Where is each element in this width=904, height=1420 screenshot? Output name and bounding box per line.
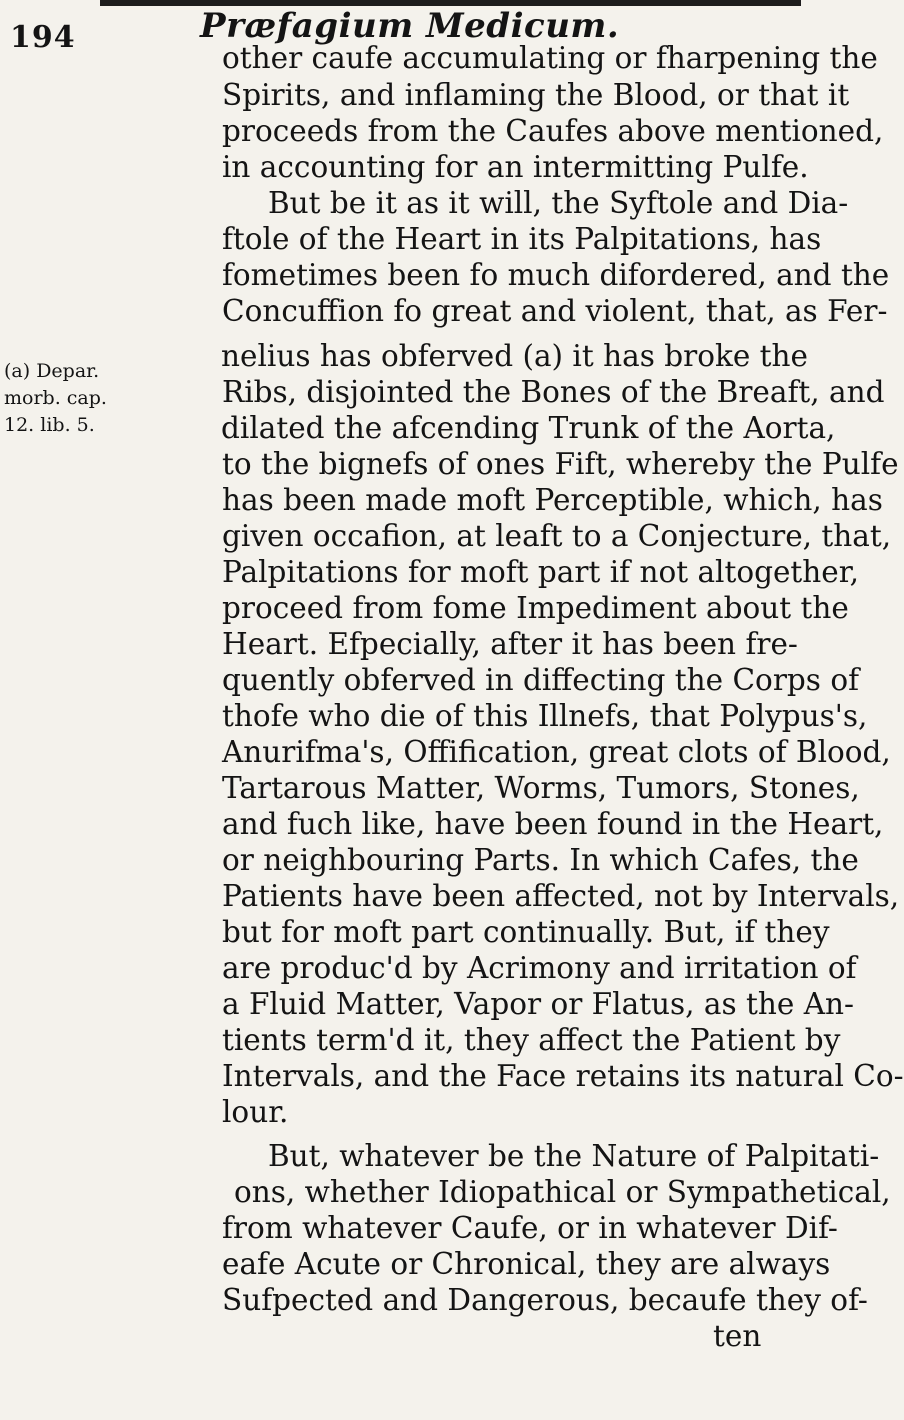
- text-line: nelius has obferved (a) it has broke the: [221, 339, 808, 373]
- text-line: thofe who die of this Illnefs, that Polypus's,: [222, 699, 868, 733]
- page-number: 194: [10, 20, 76, 55]
- margin-note-reference: morb. cap.: [4, 387, 107, 409]
- text-line: from whatever Caufe, or in whatever Dif-: [222, 1211, 838, 1245]
- text-line: Sufpected and Dangerous, becaufe they of-: [222, 1283, 868, 1317]
- text-line: Patients have been affected, not by Intervals,: [222, 879, 900, 913]
- text-line: Heart. Efpecially, after it has been fre-: [222, 627, 798, 661]
- text-line: tients term'd it, they affect the Patient by: [222, 1023, 841, 1057]
- text-line: Concuffion fo great and violent, that, as Fer-: [222, 294, 888, 328]
- running-title: Præfagium Medicum.: [200, 6, 620, 46]
- text-line: fometimes been fo much difordered, and the: [222, 258, 890, 292]
- text-line: a Fluid Matter, Vapor or Flatus, as the An-: [222, 987, 854, 1021]
- margin-note-reference: 12. lib. 5.: [4, 414, 95, 436]
- text-line: lour.: [222, 1095, 289, 1129]
- text-line: Palpitations for moft part if not altogether,: [222, 555, 859, 589]
- text-line: or neighbouring Parts. In which Cafes, the: [222, 843, 859, 877]
- text-line: But be it as it will, the Syftole and Dia-: [268, 186, 849, 220]
- text-line: proceeds from the Caufes above mentioned,: [222, 114, 884, 148]
- text-line: ftole of the Heart in its Palpitations, has: [222, 222, 822, 256]
- text-line: Ribs, disjointed the Bones of the Breaft, and: [222, 375, 885, 409]
- text-line: Intervals, and the Face retains its natural Co-: [222, 1059, 904, 1093]
- text-line: eafe Acute or Chronical, they are always: [222, 1247, 831, 1281]
- text-line: are produc'd by Acrimony and irritation of: [222, 951, 857, 985]
- text-line: has been made moft Perceptible, which, has: [222, 483, 883, 517]
- text-line: ten: [713, 1319, 762, 1353]
- text-line: to the bignefs of ones Fift, whereby the Pulfe: [222, 447, 899, 481]
- text-line: But, whatever be the Nature of Palpitati-: [268, 1139, 880, 1173]
- text-line: but for moft part continually. But, if they: [222, 915, 830, 949]
- text-line: and fuch like, have been found in the Heart,: [222, 807, 884, 841]
- text-line: quently obferved in diffecting the Corps of: [222, 663, 860, 697]
- text-line: other caufe accumulating or fharpening the: [222, 41, 878, 75]
- text-line: in accounting for an intermitting Pulfe.: [222, 150, 809, 184]
- text-line: ons, whether Idiopathical or Sympathetical,: [234, 1175, 891, 1209]
- text-line: dilated the afcending Trunk of the Aorta,: [221, 411, 836, 445]
- margin-note-reference: (a) Depar.: [4, 360, 100, 382]
- text-line: given occafion, at leaft to a Conjecture, that,: [222, 519, 892, 553]
- text-line: Tartarous Matter, Worms, Tumors, Stones,: [222, 771, 860, 805]
- text-line: Spirits, and inflaming the Blood, or that it: [222, 78, 850, 112]
- text-line: proceed from fome Impediment about the: [222, 591, 849, 625]
- text-line: Anurifma's, Offification, great clots of Blood,: [222, 735, 891, 769]
